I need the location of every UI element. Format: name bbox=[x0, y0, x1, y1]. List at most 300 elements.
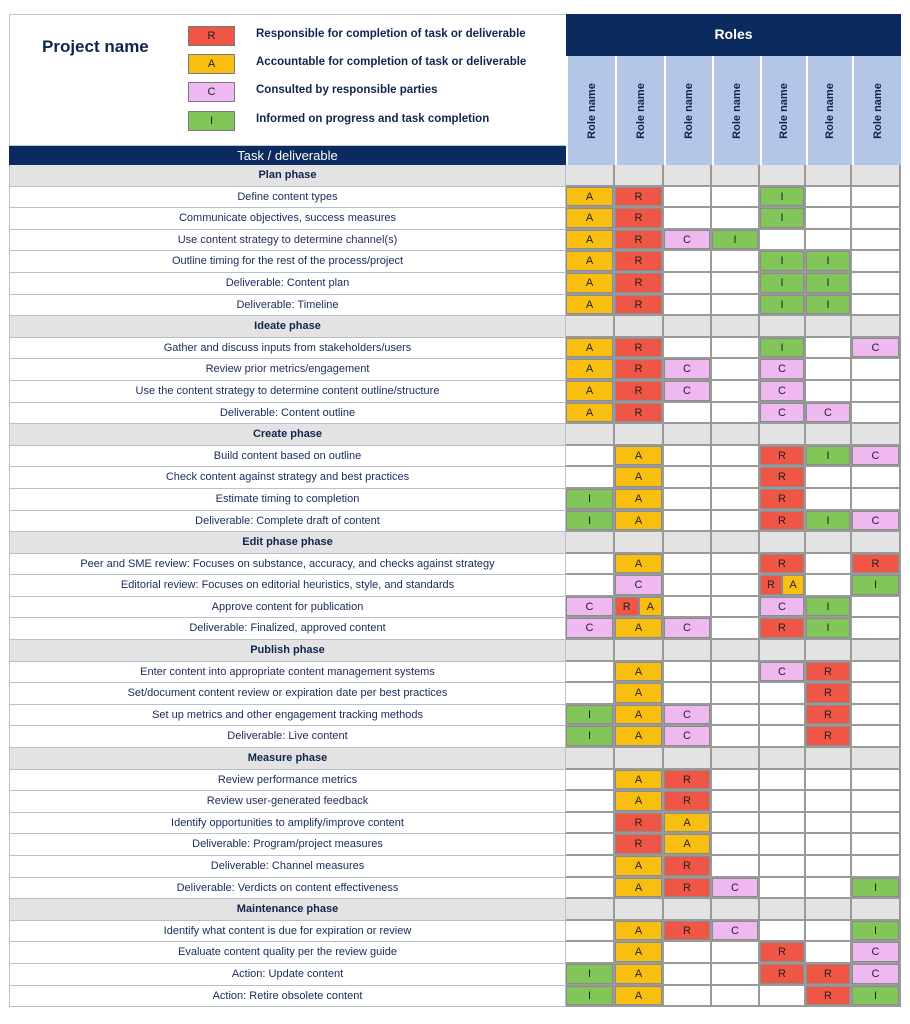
role-cell bbox=[712, 662, 760, 684]
role-cell bbox=[806, 251, 852, 273]
role-cell bbox=[852, 230, 901, 252]
legend-text: Responsible for completion of task or deliverable bbox=[256, 28, 526, 40]
raci-code-i: I bbox=[852, 878, 899, 898]
role-cell bbox=[852, 834, 901, 856]
role-cell bbox=[615, 618, 664, 640]
phase-label: Ideate phase bbox=[9, 316, 566, 338]
raci-code-c: C bbox=[566, 618, 613, 638]
role-cell bbox=[615, 748, 664, 770]
role-cell bbox=[566, 618, 615, 640]
role-cell bbox=[566, 748, 615, 770]
raci-code-i: I bbox=[760, 273, 804, 293]
role-cell bbox=[615, 942, 664, 964]
role-cell bbox=[806, 187, 852, 209]
raci-code-a: A bbox=[615, 662, 662, 682]
raci-code-r: R bbox=[615, 230, 662, 250]
role-cell bbox=[615, 640, 664, 662]
raci-code-r: R bbox=[615, 813, 662, 833]
raci-code-a: A bbox=[566, 403, 613, 423]
legend-text: Consulted by responsible parties bbox=[256, 84, 438, 96]
role-cell bbox=[664, 921, 712, 943]
role-cell bbox=[664, 316, 712, 338]
role-cell bbox=[760, 791, 806, 813]
roles-header bbox=[566, 14, 901, 166]
raci-code-c: C bbox=[852, 446, 899, 466]
raci-code-r: R bbox=[664, 878, 710, 898]
phase-label: Plan phase bbox=[9, 165, 566, 187]
role-cell bbox=[615, 791, 664, 813]
raci-code-c: C bbox=[664, 726, 710, 746]
task-row bbox=[9, 273, 901, 295]
role-cell bbox=[806, 986, 852, 1008]
role-cell bbox=[852, 986, 901, 1008]
raci-code-a: A bbox=[566, 295, 613, 315]
raci-code-r: R bbox=[760, 489, 804, 509]
role-cell bbox=[806, 683, 852, 705]
role-cell bbox=[806, 705, 852, 727]
task-label: Evaluate content quality per the review guide bbox=[9, 942, 566, 964]
role-cell bbox=[615, 230, 664, 252]
task-label: Deliverable: Program/project measures bbox=[9, 834, 566, 856]
role-cell bbox=[615, 921, 664, 943]
role-cell bbox=[852, 683, 901, 705]
role-cell bbox=[806, 424, 852, 446]
role-cell bbox=[852, 618, 901, 640]
role-cell bbox=[806, 359, 852, 381]
raci-code-c: C bbox=[760, 381, 804, 401]
role-cell bbox=[852, 208, 901, 230]
role-cell bbox=[712, 467, 760, 489]
role-cell bbox=[566, 662, 615, 684]
role-cell bbox=[566, 575, 615, 597]
role-cell bbox=[760, 878, 806, 900]
raci-code-a: A bbox=[615, 986, 662, 1006]
role-cell bbox=[712, 554, 760, 576]
role-cell bbox=[852, 748, 901, 770]
raci-code-a: A bbox=[639, 597, 663, 617]
task-row bbox=[9, 251, 901, 273]
raci-code-c: C bbox=[760, 359, 804, 379]
role-cell bbox=[664, 618, 712, 640]
role-cell bbox=[712, 942, 760, 964]
raci-code-c: C bbox=[806, 403, 850, 423]
role-cell bbox=[806, 813, 852, 835]
role-cell bbox=[760, 165, 806, 187]
role-cell bbox=[760, 748, 806, 770]
role-cell bbox=[566, 338, 615, 360]
role-cell bbox=[806, 942, 852, 964]
role-cell bbox=[664, 597, 712, 619]
role-cell bbox=[566, 511, 615, 533]
task-label: Review performance metrics bbox=[9, 770, 566, 792]
raci-code-i: I bbox=[806, 273, 850, 293]
role-cell bbox=[852, 705, 901, 727]
raci-code-r: R bbox=[760, 554, 804, 574]
role-cell bbox=[615, 726, 664, 748]
role-cell bbox=[566, 597, 615, 619]
role-cell bbox=[712, 316, 760, 338]
raci-code-a: A bbox=[615, 446, 662, 466]
task-row bbox=[9, 381, 901, 403]
role-cell bbox=[664, 403, 712, 425]
raci-code-i: I bbox=[760, 187, 804, 207]
raci-code-c: C bbox=[664, 359, 710, 379]
role-cell bbox=[566, 791, 615, 813]
role-column-header bbox=[615, 56, 664, 166]
role-cell bbox=[712, 640, 760, 662]
role-cell bbox=[615, 770, 664, 792]
role-column-header bbox=[852, 56, 901, 166]
role-cell bbox=[852, 856, 901, 878]
role-cell bbox=[566, 878, 615, 900]
role-cell bbox=[664, 424, 712, 446]
role-cell bbox=[760, 187, 806, 209]
role-cell bbox=[712, 295, 760, 317]
role-cell bbox=[806, 165, 852, 187]
role-cell bbox=[852, 921, 901, 943]
raci-code-r: R bbox=[760, 618, 804, 638]
task-label: Use content strategy to determine channel(s) bbox=[9, 230, 566, 252]
role-cell bbox=[566, 726, 615, 748]
task-row bbox=[9, 446, 901, 468]
role-cell bbox=[852, 381, 901, 403]
legend-swatch: R bbox=[188, 26, 235, 46]
role-cell bbox=[806, 856, 852, 878]
role-cell bbox=[664, 770, 712, 792]
role-cell bbox=[566, 964, 615, 986]
role-cell bbox=[806, 748, 852, 770]
role-cell bbox=[664, 467, 712, 489]
role-cell bbox=[615, 251, 664, 273]
raci-code-r: R bbox=[664, 770, 710, 790]
role-cell bbox=[566, 856, 615, 878]
role-cell bbox=[760, 532, 806, 554]
role-cell bbox=[760, 921, 806, 943]
role-cell bbox=[566, 208, 615, 230]
role-cell bbox=[712, 878, 760, 900]
raci-code-i: I bbox=[852, 575, 899, 595]
raci-code-r: R bbox=[615, 273, 662, 293]
task-row bbox=[9, 662, 901, 684]
raci-code-r: R bbox=[615, 403, 662, 423]
raci-code-a: A bbox=[615, 618, 662, 638]
role-cell bbox=[712, 986, 760, 1008]
raci-code-i: I bbox=[712, 230, 758, 250]
raci-code-r: R bbox=[615, 208, 662, 228]
task-row bbox=[9, 187, 901, 209]
task-label: Set/document content review or expiration date per best practices bbox=[9, 683, 566, 705]
role-cell bbox=[712, 489, 760, 511]
role-cell bbox=[760, 316, 806, 338]
raci-code-i: I bbox=[806, 618, 850, 638]
task-label: Identify opportunities to amplify/improve content bbox=[9, 813, 566, 835]
role-cell bbox=[664, 554, 712, 576]
role-cell bbox=[712, 575, 760, 597]
phase-label: Measure phase bbox=[9, 748, 566, 770]
role-cell bbox=[712, 618, 760, 640]
task-row bbox=[9, 511, 901, 533]
role-cell bbox=[760, 726, 806, 748]
role-cell bbox=[760, 338, 806, 360]
role-cell bbox=[664, 878, 712, 900]
raci-code-c: C bbox=[852, 338, 899, 358]
task-label: Build content based on outline bbox=[9, 446, 566, 468]
task-label: Deliverable: Timeline bbox=[9, 295, 566, 317]
role-cell bbox=[852, 640, 901, 662]
task-row bbox=[9, 467, 901, 489]
role-cell bbox=[712, 165, 760, 187]
task-label: Estimate timing to completion bbox=[9, 489, 566, 511]
raci-code-a: A bbox=[615, 856, 662, 876]
raci-code-i: I bbox=[806, 597, 850, 617]
role-cell bbox=[664, 986, 712, 1008]
role-cell bbox=[806, 381, 852, 403]
raci-code-i: I bbox=[566, 726, 613, 746]
role-column-header bbox=[760, 56, 806, 166]
role-cell bbox=[615, 964, 664, 986]
role-cell bbox=[760, 208, 806, 230]
task-column-header: Task / deliverable bbox=[9, 146, 566, 166]
phase-label: Maintenance phase bbox=[9, 899, 566, 921]
raci-code-r: R bbox=[806, 662, 850, 682]
raci-code-a: A bbox=[615, 878, 662, 898]
role-name: Role name bbox=[778, 83, 790, 139]
role-cell bbox=[615, 554, 664, 576]
role-cell bbox=[852, 532, 901, 554]
raci-code-a: A bbox=[664, 834, 710, 854]
role-cell bbox=[712, 273, 760, 295]
role-cell bbox=[615, 208, 664, 230]
role-cell bbox=[664, 791, 712, 813]
role-cell bbox=[806, 489, 852, 511]
role-cell bbox=[852, 165, 901, 187]
task-label: Review user-generated feedback bbox=[9, 791, 566, 813]
role-cell bbox=[760, 834, 806, 856]
raci-code-i: I bbox=[566, 705, 613, 725]
raci-code-r: R bbox=[615, 597, 639, 617]
raci-code-a: A bbox=[615, 770, 662, 790]
role-cell bbox=[712, 748, 760, 770]
task-row bbox=[9, 834, 901, 856]
role-cell bbox=[760, 640, 806, 662]
raci-code-i: I bbox=[760, 338, 804, 358]
raci-table bbox=[9, 165, 901, 1007]
raci-code-a: A bbox=[566, 230, 613, 250]
raci-code-r: R bbox=[760, 942, 804, 962]
role-cell bbox=[852, 770, 901, 792]
task-row bbox=[9, 770, 901, 792]
task-row bbox=[9, 359, 901, 381]
role-cell bbox=[615, 338, 664, 360]
role-cell bbox=[566, 770, 615, 792]
role-name: Role name bbox=[731, 83, 743, 139]
raci-code-c: C bbox=[852, 964, 899, 984]
raci-code-a: A bbox=[566, 208, 613, 228]
role-cell bbox=[615, 683, 664, 705]
task-label: Deliverable: Finalized, approved content bbox=[9, 618, 566, 640]
role-cell bbox=[760, 467, 806, 489]
task-label: Approve content for publication bbox=[9, 597, 566, 619]
role-cell bbox=[664, 511, 712, 533]
role-cell bbox=[664, 295, 712, 317]
role-cell bbox=[852, 597, 901, 619]
role-cell bbox=[760, 251, 806, 273]
role-cell bbox=[664, 230, 712, 252]
role-cell bbox=[712, 424, 760, 446]
raci-code-i: I bbox=[852, 921, 899, 941]
role-cell bbox=[712, 683, 760, 705]
role-cell bbox=[712, 359, 760, 381]
raci-code-r: R bbox=[806, 726, 850, 746]
role-cell bbox=[566, 403, 615, 425]
role-cell bbox=[566, 986, 615, 1008]
task-label: Deliverable: Channel measures bbox=[9, 856, 566, 878]
role-cell bbox=[615, 187, 664, 209]
raci-code-r: R bbox=[806, 986, 850, 1006]
role-cell bbox=[566, 381, 615, 403]
task-label: Review prior metrics/engagement bbox=[9, 359, 566, 381]
role-cell bbox=[615, 813, 664, 835]
role-cell bbox=[806, 618, 852, 640]
role-cell bbox=[664, 964, 712, 986]
role-cell bbox=[664, 726, 712, 748]
phase-header-row bbox=[9, 899, 901, 921]
phase-header-row bbox=[9, 748, 901, 770]
task-row bbox=[9, 338, 901, 360]
role-cell bbox=[664, 446, 712, 468]
role-cell bbox=[806, 467, 852, 489]
role-cell bbox=[615, 575, 664, 597]
role-cell bbox=[566, 359, 615, 381]
role-column-header bbox=[712, 56, 760, 166]
role-cell bbox=[566, 489, 615, 511]
task-row bbox=[9, 575, 901, 597]
task-row bbox=[9, 230, 901, 252]
raci-code-i: I bbox=[806, 295, 850, 315]
role-cell bbox=[806, 403, 852, 425]
raci-code-r: R bbox=[806, 683, 850, 703]
role-cell bbox=[566, 899, 615, 921]
raci-code-a: A bbox=[566, 251, 613, 271]
raci-header bbox=[9, 14, 901, 166]
role-cell bbox=[760, 618, 806, 640]
role-cell bbox=[852, 899, 901, 921]
role-cell bbox=[806, 511, 852, 533]
task-row bbox=[9, 813, 901, 835]
task-label: Define content types bbox=[9, 187, 566, 209]
role-cell bbox=[615, 424, 664, 446]
role-cell bbox=[806, 208, 852, 230]
role-name: Role name bbox=[824, 83, 836, 139]
role-cell bbox=[615, 856, 664, 878]
role-cell bbox=[760, 856, 806, 878]
role-name: Role name bbox=[634, 83, 647, 139]
role-cell bbox=[615, 597, 664, 619]
raci-code-c: C bbox=[664, 230, 710, 250]
role-cell bbox=[566, 424, 615, 446]
role-cell bbox=[806, 791, 852, 813]
role-cell bbox=[664, 187, 712, 209]
role-cell bbox=[760, 964, 806, 986]
role-cell bbox=[664, 575, 712, 597]
role-cell bbox=[566, 813, 615, 835]
raci-code-i: I bbox=[806, 511, 850, 531]
role-cell bbox=[712, 791, 760, 813]
role-cell bbox=[566, 532, 615, 554]
legend-text: Informed on progress and task completion bbox=[256, 113, 490, 125]
role-cell bbox=[806, 964, 852, 986]
raci-code-a: A bbox=[615, 942, 662, 962]
role-cell bbox=[566, 834, 615, 856]
phase-label: Publish phase bbox=[9, 640, 566, 662]
roles-title: Roles bbox=[566, 14, 901, 56]
role-cell bbox=[712, 899, 760, 921]
raci-code-c: C bbox=[852, 942, 899, 962]
raci-code-r: R bbox=[615, 359, 662, 379]
task-row bbox=[9, 295, 901, 317]
role-cell bbox=[852, 575, 901, 597]
role-cell bbox=[615, 467, 664, 489]
raci-code-r: R bbox=[664, 791, 710, 811]
legend-swatch: C bbox=[188, 82, 235, 102]
legend-panel bbox=[9, 14, 566, 146]
role-cell bbox=[664, 208, 712, 230]
role-cell bbox=[760, 359, 806, 381]
role-cell bbox=[712, 705, 760, 727]
role-cell bbox=[615, 878, 664, 900]
raci-code-a: A bbox=[615, 683, 662, 703]
role-cell bbox=[664, 705, 712, 727]
task-row bbox=[9, 878, 901, 900]
role-cell bbox=[806, 834, 852, 856]
role-cell bbox=[664, 683, 712, 705]
role-cell bbox=[615, 295, 664, 317]
role-cell bbox=[760, 986, 806, 1008]
raci-code-a: A bbox=[566, 187, 613, 207]
role-cell bbox=[664, 748, 712, 770]
legend-swatch: I bbox=[188, 111, 235, 131]
role-name: Role name bbox=[871, 83, 884, 139]
role-cell bbox=[852, 187, 901, 209]
role-cell bbox=[852, 554, 901, 576]
role-cell bbox=[806, 316, 852, 338]
task-label: Identify what content is due for expiration or review bbox=[9, 921, 566, 943]
task-row bbox=[9, 986, 901, 1008]
raci-code-c: C bbox=[664, 705, 710, 725]
raci-code-i: I bbox=[566, 964, 613, 984]
raci-code-c: C bbox=[664, 618, 710, 638]
role-cell bbox=[712, 446, 760, 468]
role-cell bbox=[760, 683, 806, 705]
raci-code-a: A bbox=[615, 964, 662, 984]
raci-code-r: R bbox=[615, 338, 662, 358]
raci-code-i: I bbox=[806, 446, 850, 466]
role-cell bbox=[664, 899, 712, 921]
task-label: Deliverable: Live content bbox=[9, 726, 566, 748]
role-name: Role name bbox=[683, 83, 695, 139]
role-cell bbox=[852, 403, 901, 425]
role-cell bbox=[615, 403, 664, 425]
role-cell bbox=[852, 424, 901, 446]
role-cell bbox=[615, 705, 664, 727]
raci-code-c: C bbox=[760, 662, 804, 682]
role-cell bbox=[852, 338, 901, 360]
role-cell bbox=[712, 403, 760, 425]
task-label: Communicate objectives, success measures bbox=[9, 208, 566, 230]
role-cell bbox=[712, 532, 760, 554]
role-cell bbox=[760, 511, 806, 533]
role-name: Role name bbox=[585, 83, 598, 139]
